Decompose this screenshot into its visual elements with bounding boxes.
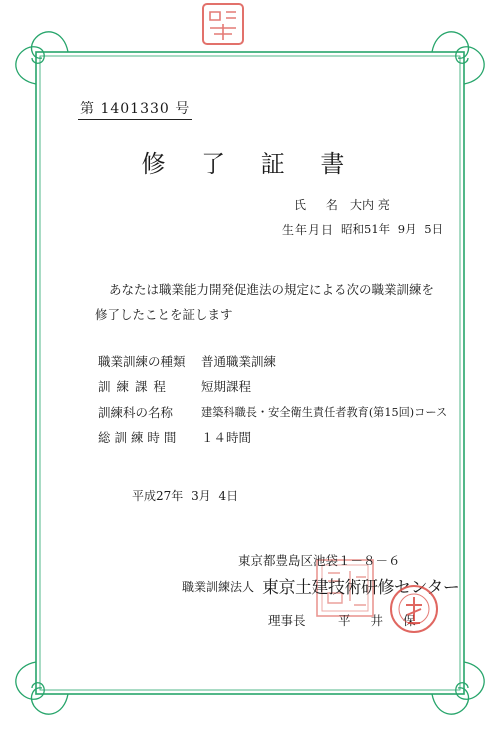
statement-line-1: あなたは職業能力開発促進法の規定による次の職業訓練を <box>109 282 435 297</box>
issuer-address: 東京都豊島区池袋１－８－６ <box>238 553 401 568</box>
issuer-corp-label: 職業訓練法人 <box>182 580 255 594</box>
issuer-rep-name: 平 井 保 <box>338 613 424 628</box>
detail-label-course: 訓 練 課 程 <box>98 379 167 394</box>
certificate-title: 修 了 証 書 <box>141 150 359 178</box>
detail-label-hours: 総 訓 練 時 間 <box>98 430 177 445</box>
detail-value-subject: 建築科職長・安全衛生責任者教育(第15回)コース <box>201 406 448 419</box>
detail-label-type: 職業訓練の種類 <box>98 354 186 369</box>
representative-seal-stamp <box>388 583 440 635</box>
dob-label: 生年月日 <box>282 223 335 237</box>
recipient-name: 大内 亮 <box>350 198 390 212</box>
detail-value-type: 普通職業訓練 <box>201 354 277 369</box>
issuer-corp-name: 東京土建技術研修センター <box>262 578 460 598</box>
top-seal-stamp <box>200 2 246 46</box>
detail-value-hours: １４時間 <box>201 430 252 445</box>
name-label: 氏 名 <box>294 198 346 212</box>
certificate-number: 第 1401330 号 <box>78 98 192 120</box>
recipient-dob: 昭和51年 9月 5日 <box>341 222 444 236</box>
issue-date: 平成27年 3月 4日 <box>132 489 239 503</box>
detail-value-course: 短期課程 <box>201 379 252 394</box>
statement-line-2: 修了したことを証します <box>95 307 233 322</box>
detail-label-subject: 訓練科の名称 <box>98 405 174 420</box>
issuer-rep-label: 理事長 <box>268 613 306 628</box>
